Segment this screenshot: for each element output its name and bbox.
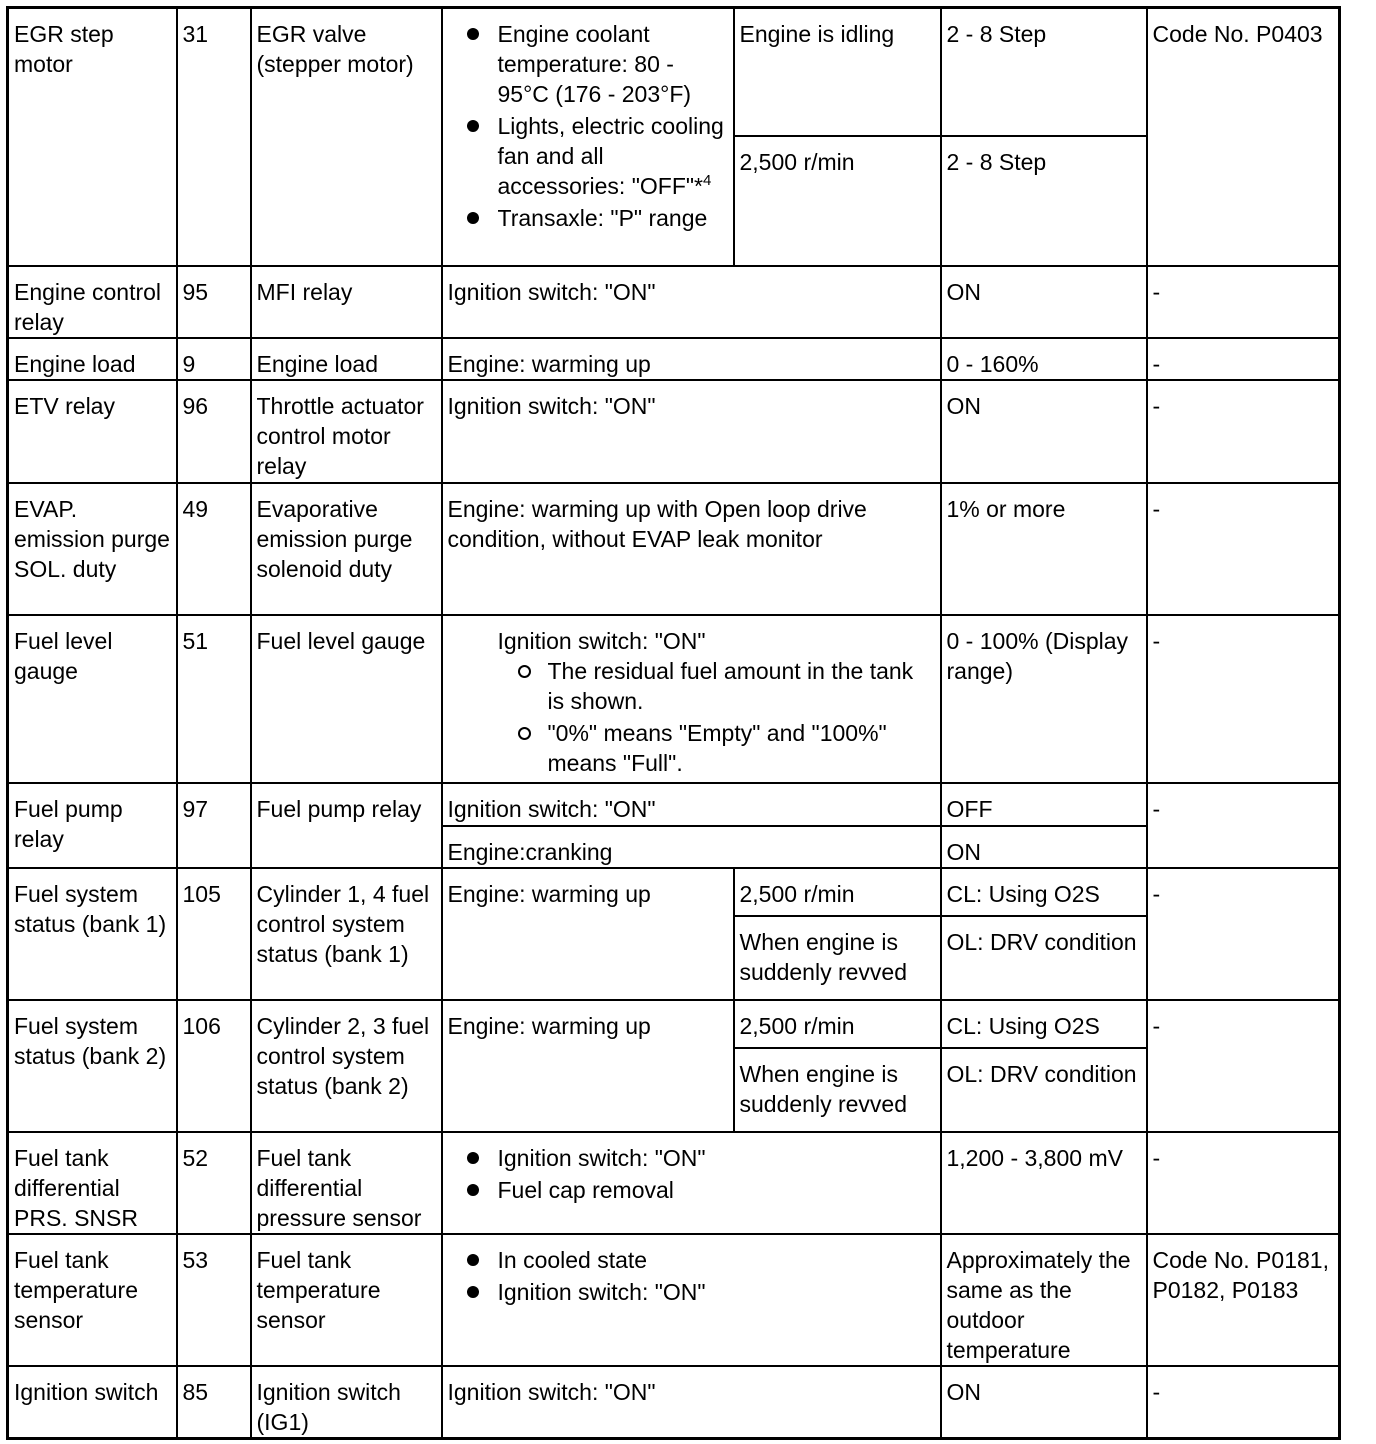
id-cell: 85 bbox=[177, 1366, 251, 1439]
condition-cell bbox=[442, 8, 734, 266]
condition-item: Transaxle: "P" range bbox=[448, 203, 729, 233]
name-cell: Cylinder 1, 4 fuel control system status (bank 1) bbox=[251, 868, 442, 1000]
condition-cell: Engine: warming up bbox=[442, 1000, 734, 1132]
reference-cell: - bbox=[1147, 338, 1340, 380]
value-cell: OL: DRV condition bbox=[941, 1048, 1147, 1132]
name-cell: Fuel pump relay bbox=[251, 783, 442, 868]
table-row bbox=[8, 338, 1340, 380]
sub-state-cell: Engine is idling bbox=[734, 8, 941, 136]
item-cell: Fuel level gauge bbox=[8, 615, 177, 783]
value-cell: Approximately the same as the outdoor temperature bbox=[941, 1234, 1147, 1366]
reference-cell: - bbox=[1147, 380, 1340, 483]
reference-cell: - bbox=[1147, 1366, 1340, 1439]
id-cell: 49 bbox=[177, 483, 251, 615]
value-cell: 0 - 160% bbox=[941, 338, 1147, 380]
table-row bbox=[8, 8, 1340, 136]
condition-item: Fuel cap removal bbox=[448, 1175, 936, 1205]
footnote-mark: 4 bbox=[702, 172, 712, 189]
condition-item: In cooled state bbox=[448, 1245, 936, 1275]
id-cell: 9 bbox=[177, 338, 251, 380]
reference-cell: - bbox=[1147, 1132, 1340, 1234]
item-cell: Fuel pump relay bbox=[8, 783, 177, 868]
item-cell: Engine control relay bbox=[8, 266, 177, 338]
id-cell: 106 bbox=[177, 1000, 251, 1132]
sub-state-cell: 2,500 r/min bbox=[734, 136, 941, 266]
table-row bbox=[8, 266, 1340, 338]
item-cell: Fuel system status (bank 1) bbox=[8, 868, 177, 1000]
note-list bbox=[448, 656, 936, 778]
condition-list bbox=[448, 1143, 936, 1205]
reference-cell: - bbox=[1147, 483, 1340, 615]
table-row bbox=[8, 1366, 1340, 1439]
table-row bbox=[8, 783, 1340, 826]
condition-cell: Ignition switch: "ON" bbox=[442, 380, 941, 483]
table-row bbox=[8, 380, 1340, 483]
condition-text: Ignition switch: "ON" bbox=[497, 627, 706, 654]
reference-cell: - bbox=[1147, 783, 1340, 868]
condition-cell: Ignition switch: "ON" bbox=[442, 783, 941, 826]
table-row bbox=[8, 1234, 1340, 1366]
id-cell: 51 bbox=[177, 615, 251, 783]
condition-item bbox=[448, 111, 729, 201]
sub-state-cell: When engine is suddenly revved bbox=[734, 916, 941, 1000]
value-cell: ON bbox=[941, 266, 1147, 338]
condition-cell: Ignition switch: "ON" bbox=[442, 266, 941, 338]
name-cell: MFI relay bbox=[251, 266, 442, 338]
condition-item: Ignition switch: "ON" bbox=[448, 1277, 936, 1307]
id-cell: 52 bbox=[177, 1132, 251, 1234]
item-cell: Fuel system status (bank 2) bbox=[8, 1000, 177, 1132]
name-cell: Throttle actuator control motor relay bbox=[251, 380, 442, 483]
item-cell: Ignition switch bbox=[8, 1366, 177, 1439]
id-cell: 31 bbox=[177, 8, 251, 266]
value-cell: CL: Using O2S bbox=[941, 868, 1147, 916]
note-item: The residual fuel amount in the tank is shown. bbox=[498, 656, 936, 716]
value-cell: OL: DRV condition bbox=[941, 916, 1147, 1000]
reference-cell: Code No. P0181, P0182, P0183 bbox=[1147, 1234, 1340, 1366]
note-item: "0%" means "Empty" and "100%" means "Full". bbox=[498, 718, 936, 778]
table-row bbox=[8, 615, 1340, 783]
name-cell: EGR valve (stepper motor) bbox=[251, 8, 442, 266]
condition-list bbox=[448, 19, 729, 233]
value-cell: ON bbox=[941, 1366, 1147, 1439]
sub-state-cell: 2,500 r/min bbox=[734, 868, 941, 916]
value-cell: ON bbox=[941, 826, 1147, 868]
table-row bbox=[8, 1000, 1340, 1048]
table-row bbox=[8, 483, 1340, 615]
condition-cell bbox=[442, 615, 941, 783]
condition-list bbox=[448, 1245, 936, 1307]
condition-item: Engine coolant temperature: 80 - 95°C (176 - 203°F) bbox=[448, 19, 729, 109]
name-cell: Evaporative emission purge solenoid duty bbox=[251, 483, 442, 615]
table-row bbox=[8, 1132, 1340, 1234]
condition-item: Ignition switch: "ON" bbox=[448, 1143, 936, 1173]
sub-state-cell: When engine is suddenly revved bbox=[734, 1048, 941, 1132]
table-row bbox=[8, 868, 1340, 916]
name-cell: Fuel tank differential pressure sensor bbox=[251, 1132, 442, 1234]
value-cell: 0 - 100% (Display range) bbox=[941, 615, 1147, 783]
item-cell: Engine load bbox=[8, 338, 177, 380]
id-cell: 96 bbox=[177, 380, 251, 483]
reference-cell: - bbox=[1147, 1000, 1340, 1132]
condition-cell: Engine: warming up with Open loop drive condition, without EVAP leak monitor bbox=[442, 483, 941, 615]
reference-cell: - bbox=[1147, 266, 1340, 338]
condition-cell: Engine: warming up bbox=[442, 338, 941, 380]
name-cell: Cylinder 2, 3 fuel control system status (bank 2) bbox=[251, 1000, 442, 1132]
name-cell: Fuel tank temperature sensor bbox=[251, 1234, 442, 1366]
item-cell: Fuel tank differential PRS. SNSR bbox=[8, 1132, 177, 1234]
reference-cell: Code No. P0403 bbox=[1147, 8, 1340, 266]
condition-cell: Engine: warming up bbox=[442, 868, 734, 1000]
spec-table bbox=[6, 6, 1341, 1440]
id-cell: 53 bbox=[177, 1234, 251, 1366]
id-cell: 97 bbox=[177, 783, 251, 868]
value-cell: 2 - 8 Step bbox=[941, 8, 1147, 136]
condition-cell bbox=[442, 1132, 941, 1234]
sub-state-cell: 2,500 r/min bbox=[734, 1000, 941, 1048]
item-cell: EGR step motor bbox=[8, 8, 177, 266]
reference-cell: - bbox=[1147, 868, 1340, 1000]
id-cell: 105 bbox=[177, 868, 251, 1000]
condition-cell: Ignition switch: "ON" bbox=[442, 1366, 941, 1439]
condition-cell: Engine:cranking bbox=[442, 826, 941, 868]
value-cell: ON bbox=[941, 380, 1147, 483]
name-cell: Fuel level gauge bbox=[251, 615, 442, 783]
id-cell: 95 bbox=[177, 266, 251, 338]
item-cell: ETV relay bbox=[8, 380, 177, 483]
value-cell: 2 - 8 Step bbox=[941, 136, 1147, 266]
value-cell: 1% or more bbox=[941, 483, 1147, 615]
condition-cell bbox=[442, 1234, 941, 1366]
reference-cell: - bbox=[1147, 615, 1340, 783]
value-cell: 1,200 - 3,800 mV bbox=[941, 1132, 1147, 1234]
value-cell: CL: Using O2S bbox=[941, 1000, 1147, 1048]
item-cell: Fuel tank temperature sensor bbox=[8, 1234, 177, 1366]
name-cell: Engine load bbox=[251, 338, 442, 380]
item-cell: EVAP. emission purge SOL. duty bbox=[8, 483, 177, 615]
condition-text: Lights, electric cooling fan and all accessories: "OFF"* bbox=[497, 113, 724, 199]
name-cell: Ignition switch (IG1) bbox=[251, 1366, 442, 1439]
value-cell: OFF bbox=[941, 783, 1147, 826]
